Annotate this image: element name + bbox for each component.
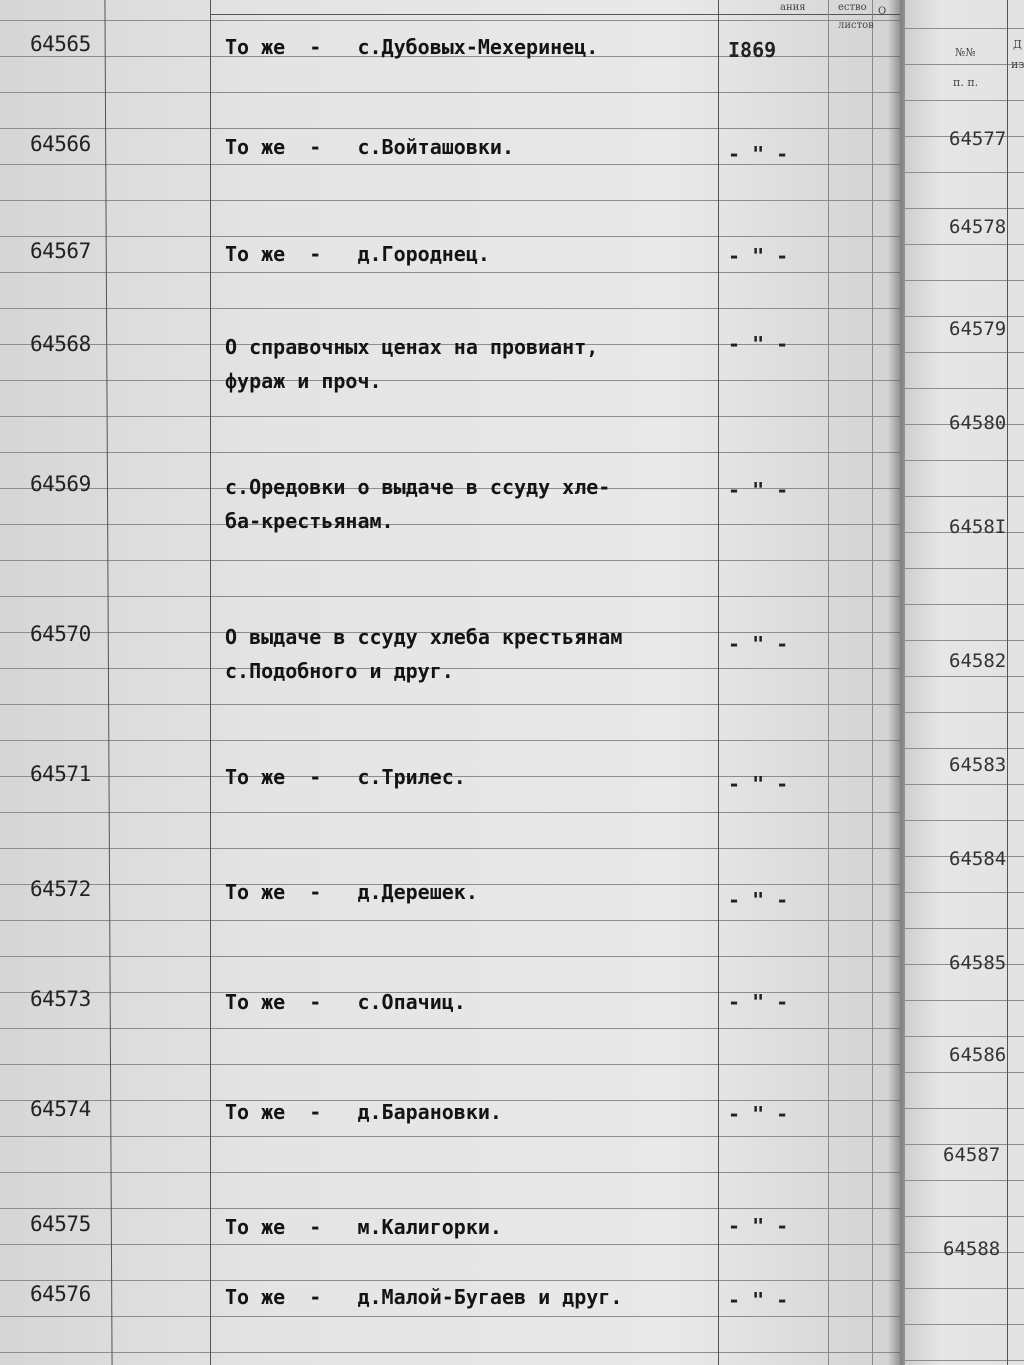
ruled-line — [0, 920, 900, 921]
entry-number: 64569 — [30, 472, 91, 496]
right-entry-number: 64577 — [949, 128, 1007, 150]
header-notes-column: О — [878, 6, 887, 17]
entry-date: - " - — [728, 332, 789, 356]
ruled-line — [0, 1316, 900, 1317]
right-entry-number: 64582 — [949, 650, 1007, 672]
entry-description-line: с.Оредовки о выдаче в ссуду хле- — [225, 475, 611, 499]
entry-number: 64566 — [30, 132, 91, 156]
entry-number: 64565 — [30, 32, 91, 56]
right-header-col2: Д — [1013, 38, 1022, 51]
entry-description-line: То же - с.Трилес. — [225, 765, 466, 789]
entry-number: 64573 — [30, 987, 91, 1011]
column-divider-description — [210, 0, 211, 1365]
entry-date: - " - — [728, 244, 789, 268]
entry-number: 64571 — [30, 762, 91, 786]
column-divider-sheets — [828, 0, 829, 1365]
entry-description-line: То же - д.Малой-Бугаев и друг. — [225, 1285, 623, 1309]
right-entry-number: 64584 — [949, 848, 1007, 870]
right-header-number: №№ — [955, 46, 976, 59]
ruled-line — [0, 1028, 900, 1029]
right-header-number-sub: п. п. — [953, 76, 979, 89]
entry-date: - " - — [728, 990, 789, 1014]
entry-number: 64567 — [30, 239, 91, 263]
ruled-line — [0, 128, 900, 129]
entry-description-line: фураж и проч. — [225, 369, 382, 393]
ruled-line — [0, 1244, 900, 1245]
ruled-line — [0, 452, 900, 453]
entry-description-line: ба-крестьянам. — [225, 509, 394, 533]
entry-description-line: То же - с.Дубовых-Мехеринец. — [225, 35, 599, 59]
entry-number: 64575 — [30, 1212, 91, 1236]
entry-number: 64576 — [30, 1282, 91, 1306]
ruled-line — [0, 308, 900, 309]
entry-number: 64574 — [30, 1097, 91, 1121]
ruled-line — [0, 1352, 900, 1353]
right-entry-number: 64583 — [949, 754, 1007, 776]
ruled-line — [0, 812, 900, 813]
entry-description-line: То же - с.Опачиц. — [225, 990, 466, 1014]
header-sheets-column-line2: листов — [838, 20, 874, 31]
ruled-line — [0, 20, 900, 21]
entry-description-line: То же - д.Городнец. — [225, 242, 490, 266]
right-entry-number: 64578 — [949, 216, 1007, 238]
ruled-line — [0, 1208, 900, 1209]
register-page-right — [905, 0, 1024, 1365]
right-column-divider — [1007, 0, 1008, 1365]
entry-number: 64570 — [30, 622, 91, 646]
entry-description-line: с.Подобного и друг. — [225, 659, 454, 683]
column-divider-notes — [872, 0, 873, 1365]
ruled-line — [0, 1172, 900, 1173]
header-rule — [210, 14, 900, 15]
entry-description-line: То же - м.Калигорки. — [225, 1215, 502, 1239]
ruled-line — [0, 1064, 900, 1065]
entry-description-line: О выдаче в ссуду хлеба крестьянам — [225, 625, 623, 649]
ruled-line — [0, 596, 900, 597]
entry-date: - " - — [728, 142, 789, 166]
right-entry-number: 64586 — [949, 1044, 1007, 1066]
ruled-line — [0, 956, 900, 957]
right-entry-number: 6458I — [949, 516, 1007, 538]
ruled-line — [0, 200, 900, 201]
ruled-line — [0, 740, 900, 741]
entry-date: - " - — [728, 1214, 789, 1238]
ruled-line — [0, 848, 900, 849]
entry-date: - " - — [728, 1102, 789, 1126]
entry-date: - " - — [728, 772, 789, 796]
entry-date: I869 — [728, 38, 777, 62]
entry-date: - " - — [728, 632, 789, 656]
entry-date: - " - — [728, 1288, 789, 1312]
entry-number: 64568 — [30, 332, 91, 356]
right-entry-number: 64587 — [943, 1144, 1001, 1166]
ruled-line — [0, 92, 900, 93]
right-entry-number: 64585 — [949, 952, 1007, 974]
entry-date: - " - — [728, 888, 789, 912]
entry-description-line: О справочных ценах на провиант, — [225, 335, 599, 359]
entry-description-line: То же - д.Дерешек. — [225, 880, 478, 904]
right-entry-number: 64580 — [949, 412, 1007, 434]
entry-date: - " - — [728, 478, 789, 502]
entry-description-line: То же - с.Войташовки. — [225, 135, 514, 159]
ruled-line — [0, 272, 900, 273]
entry-description-line: То же - д.Барановки. — [225, 1100, 502, 1124]
ruled-line — [0, 1136, 900, 1137]
right-header-col2b: из — [1011, 58, 1024, 71]
column-divider-number — [104, 0, 112, 1365]
header-date-column: ания — [780, 2, 806, 13]
ruled-line — [0, 560, 900, 561]
right-entry-number: 64579 — [949, 318, 1007, 340]
ruled-line — [0, 704, 900, 705]
right-entry-number: 64588 — [943, 1238, 1001, 1260]
ruled-line — [0, 416, 900, 417]
entry-number: 64572 — [30, 877, 91, 901]
header-sheets-column-line1: ество — [838, 2, 867, 13]
column-divider-date — [718, 0, 719, 1365]
